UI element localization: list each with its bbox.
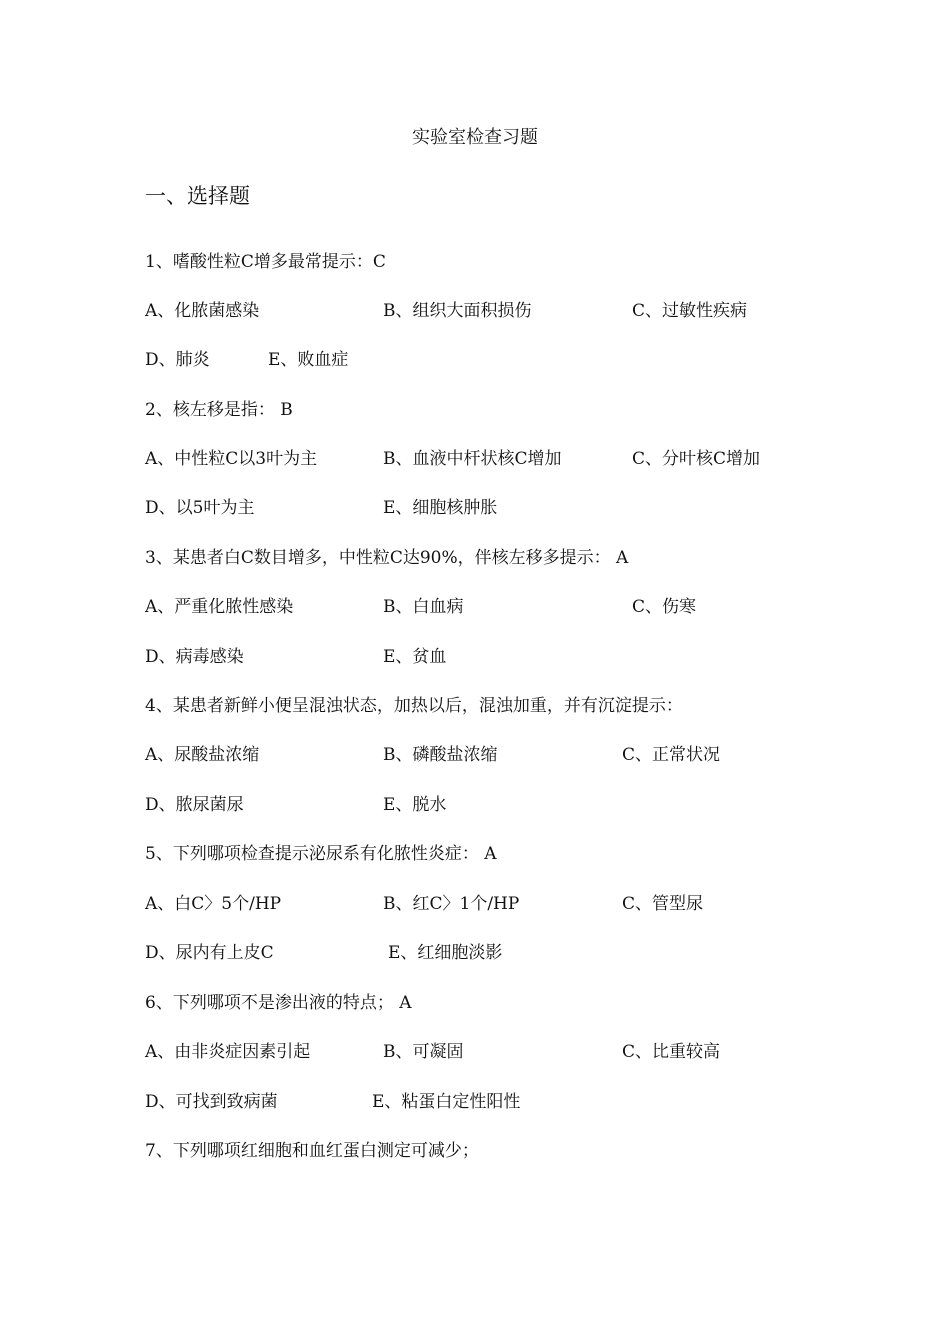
option-row xyxy=(0,1089,950,1115)
option-2-c: C、分叶核C增加 xyxy=(632,449,761,469)
option-6-d: D、可找到致病菌 xyxy=(145,1092,278,1112)
question-5-stem: 5、下列哪项检查提示泌尿系有化脓性炎症： A xyxy=(145,844,497,864)
option-4-c: C、正常状况 xyxy=(622,745,721,765)
option-row xyxy=(0,792,950,818)
question-stem xyxy=(0,841,950,867)
option-5-b: B、红C〉1个/HP xyxy=(383,894,520,914)
option-2-e: E、细胞核肿胀 xyxy=(383,498,498,518)
question-stem xyxy=(0,249,950,275)
option-row xyxy=(0,298,950,324)
question-stem xyxy=(0,397,950,423)
option-row xyxy=(0,742,950,768)
option-1-c: C、过敏性疾病 xyxy=(632,301,748,321)
option-row xyxy=(0,446,950,472)
option-5-d: D、尿内有上皮C xyxy=(145,943,274,963)
question-7-stem: 7、下列哪项红细胞和血红蛋白测定可减少； xyxy=(145,1141,479,1161)
question-stem xyxy=(0,1138,950,1164)
option-6-b: B、可凝固 xyxy=(383,1042,464,1062)
document-title: 实验室检查习题 xyxy=(412,127,538,148)
option-4-a: A、尿酸盐浓缩 xyxy=(145,745,260,765)
option-1-b: B、组织大面积损伤 xyxy=(383,301,532,321)
option-row xyxy=(0,1039,950,1065)
option-1-e: E、败血症 xyxy=(268,350,349,370)
option-2-d: D、以5叶为主 xyxy=(145,498,255,518)
option-row xyxy=(0,891,950,917)
question-1-stem: 1、嗜酸性粒C增多最常提示：C xyxy=(145,252,386,272)
option-row xyxy=(0,347,950,373)
option-6-c: C、比重较高 xyxy=(622,1042,721,1062)
option-3-b: B、白血病 xyxy=(383,597,464,617)
option-1-a: A、化脓菌感染 xyxy=(145,301,260,321)
option-3-e: E、贫血 xyxy=(383,647,447,667)
option-row xyxy=(0,495,950,521)
option-4-d: D、脓尿菌尿 xyxy=(145,795,244,815)
option-3-d: D、病毒感染 xyxy=(145,647,244,667)
question-4-stem: 4、某患者新鲜小便呈混浊状态，加热以后，混浊加重，并有沉淀提示： xyxy=(145,696,683,716)
option-4-b: B、磷酸盐浓缩 xyxy=(383,745,498,765)
question-stem xyxy=(0,990,950,1016)
option-3-a: A、严重化脓性感染 xyxy=(145,597,294,617)
option-row xyxy=(0,644,950,670)
option-3-c: C、伤寒 xyxy=(632,597,697,617)
option-6-e: E、粘蛋白定性阳性 xyxy=(372,1092,521,1112)
option-6-a: A、由非炎症因素引起 xyxy=(145,1042,311,1062)
option-5-c: C、管型尿 xyxy=(622,894,704,914)
option-2-a: A、中性粒C以3叶为主 xyxy=(145,449,318,469)
question-2-stem: 2、核左移是指： B xyxy=(145,400,293,420)
option-row xyxy=(0,940,950,966)
option-5-e: E、红细胞淡影 xyxy=(388,943,503,963)
option-4-e: E、脱水 xyxy=(383,795,447,815)
option-5-a: A、白C〉5个/HP xyxy=(145,894,282,914)
option-2-b: B、血液中杆状核C增加 xyxy=(383,449,562,469)
question-stem xyxy=(0,693,950,719)
question-stem xyxy=(0,545,950,571)
question-6-stem: 6、下列哪项不是渗出液的特点； A xyxy=(145,993,412,1013)
option-row xyxy=(0,594,950,620)
question-3-stem: 3、某患者白C数目增多，中性粒C达90%，伴核左移多提示： A xyxy=(145,548,629,568)
option-1-d: D、肺炎 xyxy=(145,350,210,370)
section-heading: 一、选择题 xyxy=(145,184,250,208)
